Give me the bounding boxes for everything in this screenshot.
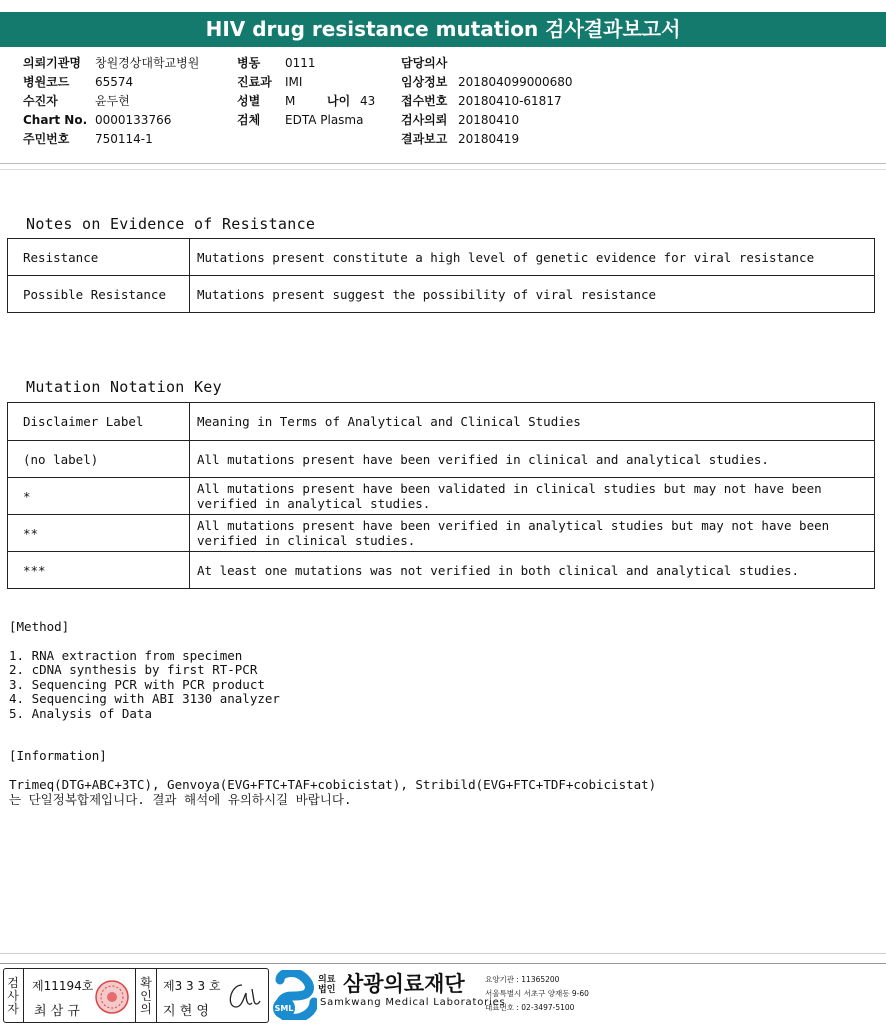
notation-meaning: At least one mutations was not verified in both clinical and analytical studies. bbox=[190, 552, 875, 589]
notation-label: (no label) bbox=[8, 441, 190, 478]
org-address: 서울특별시 서초구 양재동 9-60 bbox=[485, 989, 589, 998]
information-title: [Information] bbox=[9, 748, 107, 763]
info-value: EDTA Plasma bbox=[285, 113, 364, 127]
info-value: M bbox=[285, 94, 296, 108]
age-label: 나이 bbox=[327, 94, 351, 108]
information-line: Trimeq(DTG+ABC+3TC), Genvoya(EVG+FTC+TAF+cobicistat), Stribild(EVG+FTC+TDF+cobicistat) bbox=[9, 777, 657, 792]
sml-logo-icon bbox=[272, 970, 317, 1020]
notation-table bbox=[7, 402, 875, 589]
info-value: 65574 bbox=[95, 75, 134, 89]
header-divider bbox=[0, 163, 886, 164]
table-row bbox=[8, 441, 875, 478]
info-label: 검체 bbox=[237, 113, 261, 127]
evidence-table bbox=[7, 238, 875, 313]
info-value: 창원경상대학교병원 bbox=[95, 56, 200, 70]
notation-meaning: Meaning in Terms of Analytical and Clinical Studies bbox=[190, 403, 875, 441]
table-row bbox=[8, 478, 875, 515]
info-value: 20180419 bbox=[458, 132, 520, 146]
info-value: 20180410-61817 bbox=[458, 94, 562, 108]
info-value: 750114-1 bbox=[95, 132, 153, 146]
signature-box bbox=[3, 968, 269, 1023]
table-row bbox=[8, 552, 875, 589]
info-label: 결과보고 bbox=[401, 132, 448, 146]
divider bbox=[135, 969, 136, 1022]
method-step: 3. Sequencing PCR with PCR product bbox=[9, 677, 265, 692]
info-label: 진료과 bbox=[237, 75, 272, 89]
info-value: 윤두현 bbox=[95, 94, 130, 108]
info-value: 20180410 bbox=[458, 113, 520, 127]
inspector-seal-icon bbox=[94, 979, 130, 1015]
method-step: 1. RNA extraction from specimen bbox=[9, 648, 243, 663]
info-label: 의뢰기관명 bbox=[23, 56, 81, 70]
information-line: 는 단일정복합제입니다. 결과 해석에 유의하시길 바랍니다. bbox=[9, 792, 352, 807]
signature-icon bbox=[222, 979, 262, 1013]
info-label: 병원코드 bbox=[23, 75, 70, 89]
notation-label: ** bbox=[8, 515, 190, 552]
logo-text: SML bbox=[274, 1004, 294, 1013]
notation-meaning: All mutations present have been verified in clinical and analytical studies. bbox=[190, 441, 875, 478]
evidence-label: Resistance bbox=[8, 239, 190, 276]
info-label: 성별 bbox=[237, 94, 261, 108]
evidence-meaning: Mutations present constitute a high level of genetic evidence for viral resistance bbox=[190, 239, 875, 276]
report-title: HIV drug resistance mutation 검사결과보고서 bbox=[0, 12, 886, 47]
age-value: 43 bbox=[360, 94, 376, 108]
info-col-3 bbox=[401, 54, 573, 149]
notation-label: Disclaimer Label bbox=[8, 403, 190, 441]
method-step: 2. cDNA synthesis by first RT-PCR bbox=[9, 662, 258, 677]
confirmer-label: 확인의 bbox=[140, 976, 152, 1016]
info-label: 접수번호 bbox=[401, 94, 448, 108]
table-row bbox=[8, 403, 875, 441]
confirmer-name: 지 현 영 bbox=[163, 1004, 209, 1019]
footer bbox=[0, 965, 886, 1033]
notation-title: Mutation Notation Key bbox=[26, 378, 222, 396]
method-step: 4. Sequencing with ABI 3130 analyzer bbox=[9, 691, 280, 706]
footer-divider bbox=[0, 953, 886, 954]
info-label: Chart No. bbox=[23, 113, 88, 127]
info-label: 주민번호 bbox=[23, 132, 70, 146]
org-phone: 대표번호 : 02-3497-5100 bbox=[485, 1003, 575, 1012]
org-name: 삼광의료재단 bbox=[343, 972, 465, 996]
inspector-name: 최 삼 규 bbox=[34, 1004, 80, 1019]
info-value: 0000133766 bbox=[95, 113, 172, 127]
org-name-en: Samkwang Medical Laboratories bbox=[320, 997, 506, 1008]
divider bbox=[23, 969, 24, 1022]
inspector-license-no: 제11194호 bbox=[32, 979, 94, 993]
confirmer-license-no: 제3 3 3 호 bbox=[163, 979, 221, 993]
info-label: 수진자 bbox=[23, 94, 58, 108]
divider bbox=[156, 969, 157, 1022]
org-code: 요양기관 : 11365200 bbox=[485, 975, 560, 984]
inspector-label: 검사자 bbox=[7, 976, 19, 1016]
footer-divider-2 bbox=[0, 963, 886, 964]
notation-meaning: All mutations present have been verified in analytical studies but may not have been verified in clinical studies. bbox=[190, 515, 875, 552]
evidence-title: Notes on Evidence of Resistance bbox=[26, 215, 316, 233]
method-step: 5. Analysis of Data bbox=[9, 706, 152, 721]
info-col-1 bbox=[23, 54, 199, 149]
notation-label: * bbox=[8, 478, 190, 515]
notation-meaning: All mutations present have been validated in clinical studies but may not have been verified in analytical studies. bbox=[190, 478, 875, 515]
info-label: 임상정보 bbox=[401, 75, 448, 89]
evidence-label: Possible Resistance bbox=[8, 276, 190, 313]
table-row bbox=[8, 276, 875, 313]
notation-label: *** bbox=[8, 552, 190, 589]
header-divider-shadow bbox=[0, 169, 886, 170]
info-label: 담당의사 bbox=[401, 56, 448, 70]
method-title: [Method] bbox=[9, 619, 70, 634]
table-row bbox=[8, 515, 875, 552]
info-label: 검사의뢰 bbox=[401, 113, 448, 127]
info-col-2 bbox=[237, 54, 375, 130]
info-value: 0111 bbox=[285, 56, 316, 70]
info-value: 201804099000680 bbox=[458, 75, 573, 89]
info-value: IMI bbox=[285, 75, 303, 89]
evidence-meaning: Mutations present suggest the possibility of viral resistance bbox=[190, 276, 875, 313]
info-label: 병동 bbox=[237, 56, 261, 70]
table-row bbox=[8, 239, 875, 276]
org-prefix: 의료 법인 bbox=[318, 975, 336, 995]
